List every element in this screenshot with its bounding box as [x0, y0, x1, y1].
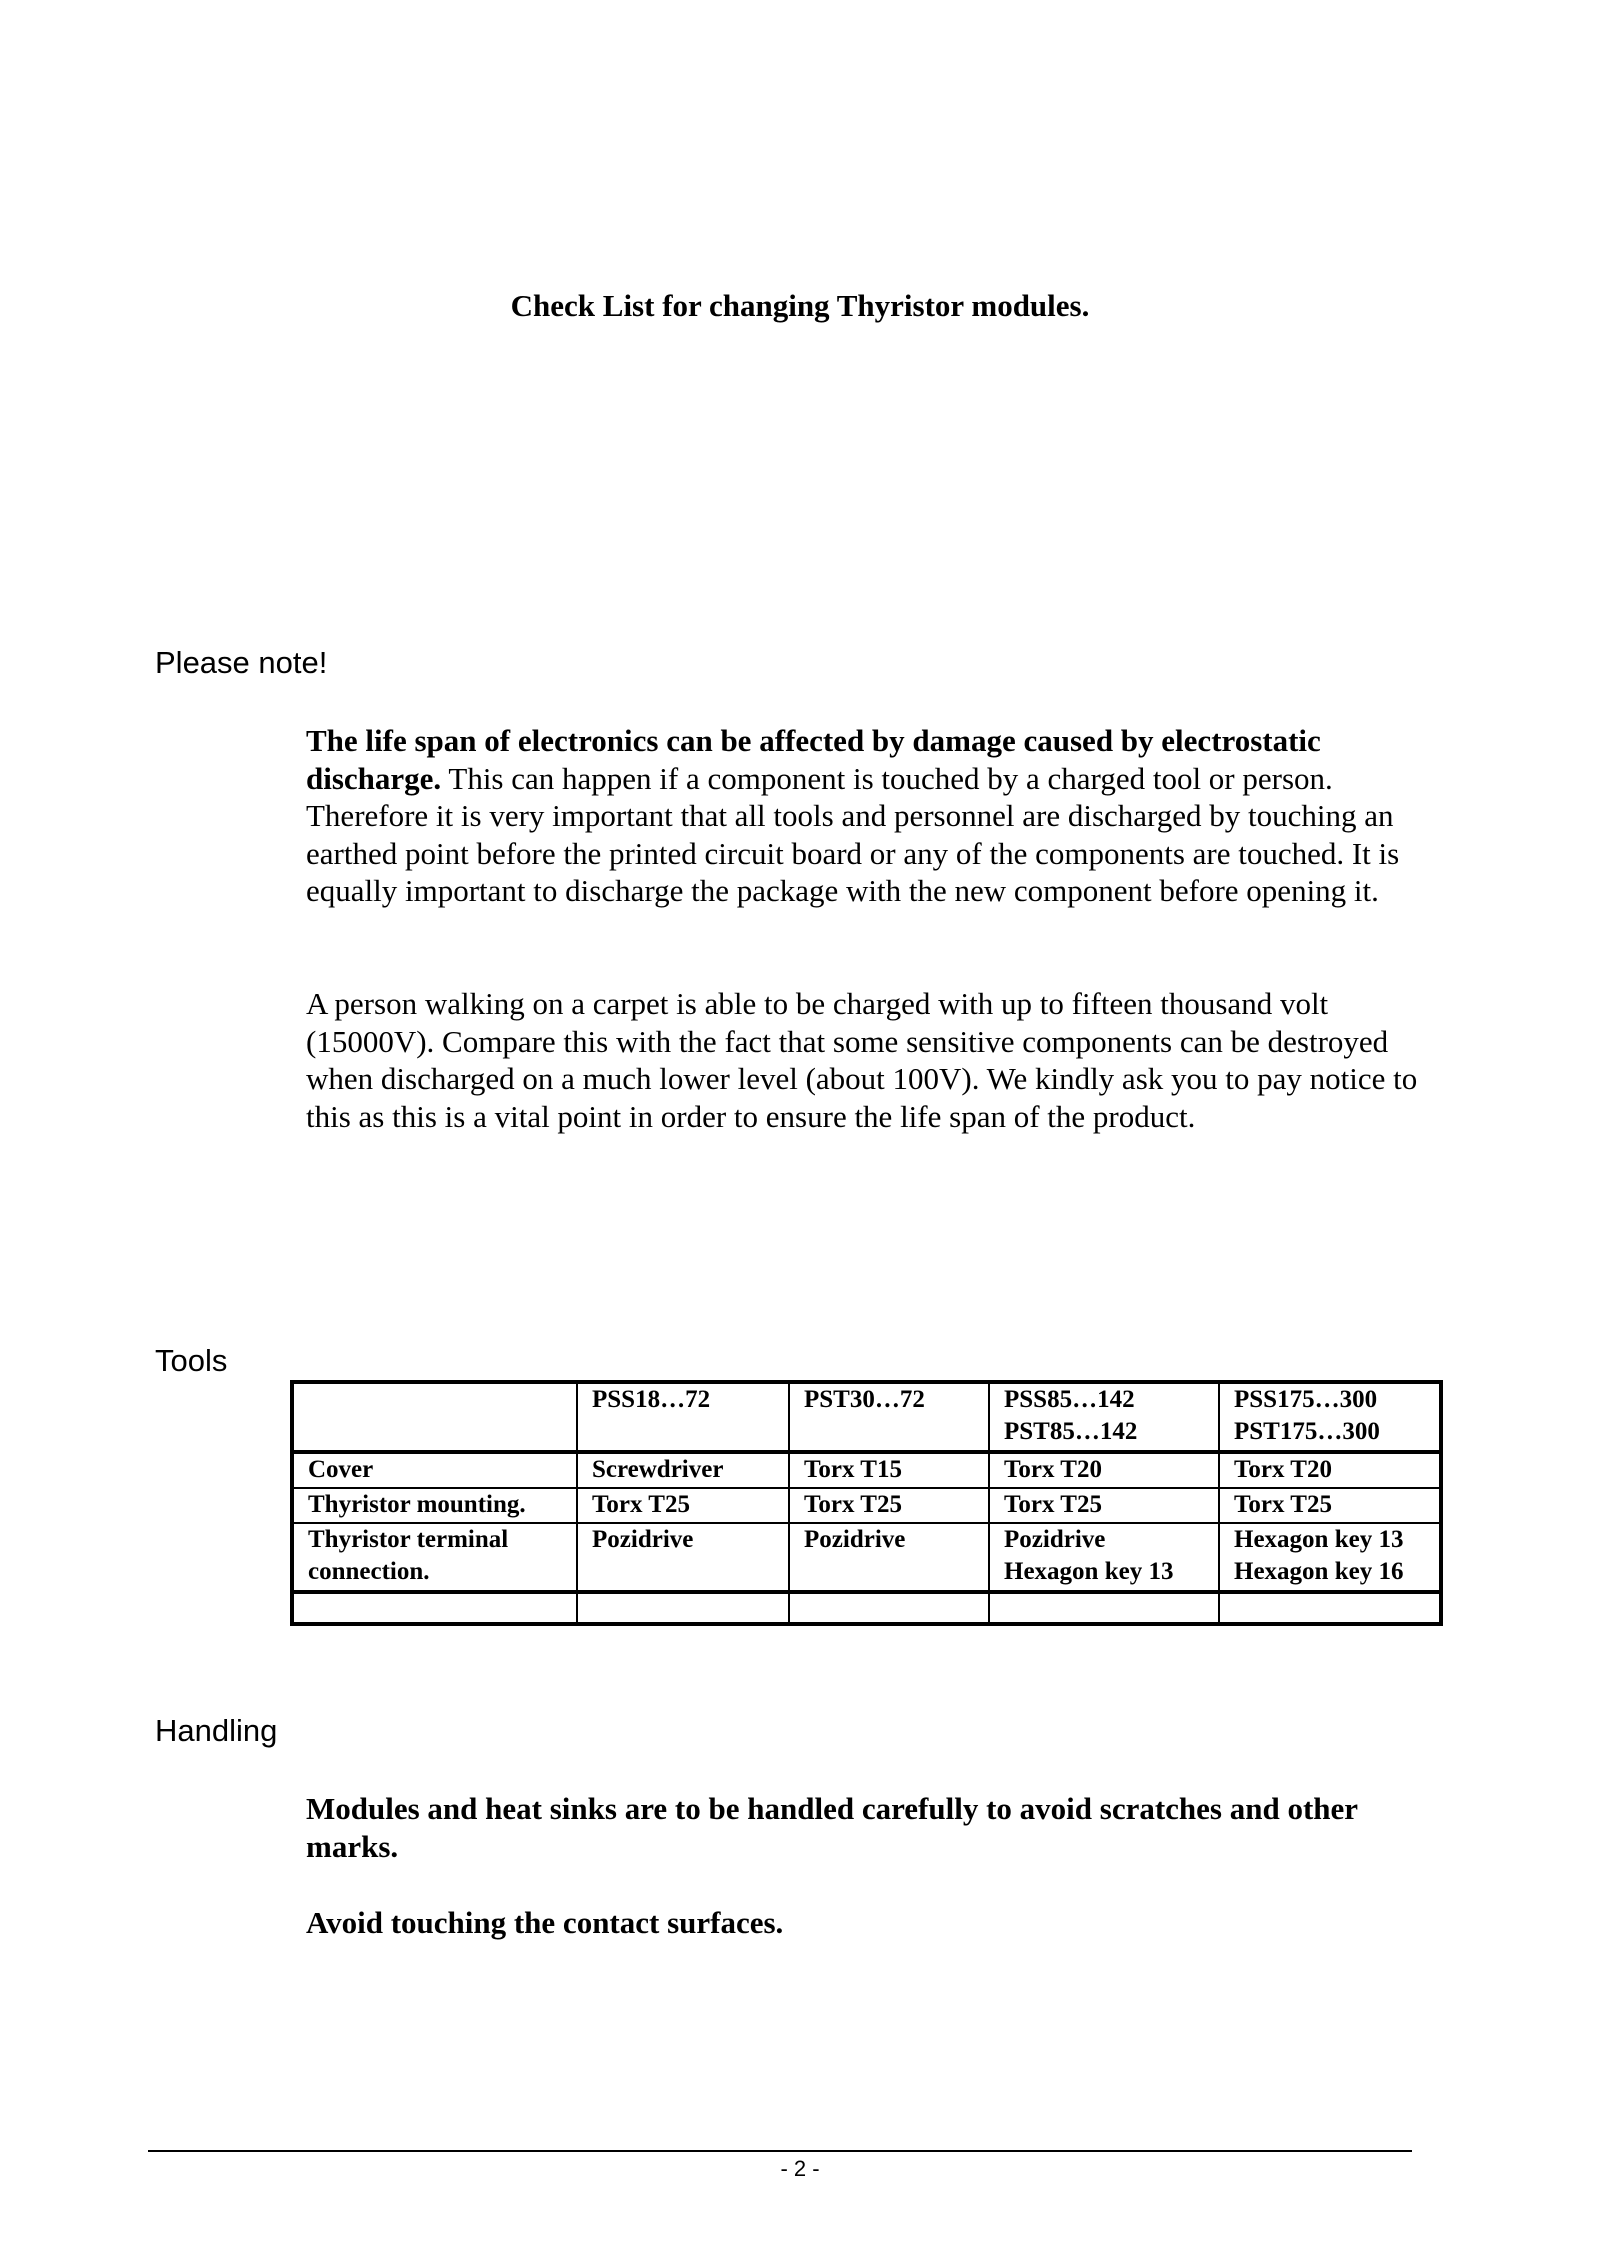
table-cell: Torx T15 [789, 1452, 989, 1488]
table-cell: Pozidrive Hexagon key 13 [989, 1523, 1219, 1592]
table-row-empty [292, 1592, 1441, 1624]
table-cell [789, 1592, 989, 1624]
table-cell [1219, 1592, 1441, 1624]
table-cell: Torx T25 [1219, 1488, 1441, 1523]
contact-surfaces-paragraph: Avoid touching the contact surfaces. [306, 1905, 784, 1940]
tools-table [290, 1380, 1443, 1626]
table-header-cell: PST30…72 [789, 1382, 989, 1452]
table-cell: Torx T20 [989, 1452, 1219, 1488]
table-cell: Torx T20 [1219, 1452, 1441, 1488]
tools-heading: Tools [155, 1343, 228, 1378]
page-title: Check List for changing Thyristor modules. [510, 288, 1090, 323]
table-cell: Torx T25 [789, 1488, 989, 1523]
table-header-cell: PSS175…300 PST175…300 [1219, 1382, 1441, 1452]
table-cell: Pozidrive [577, 1523, 789, 1592]
row-label: Cover [292, 1452, 577, 1488]
table-cell [577, 1592, 789, 1624]
table-cell [989, 1592, 1219, 1624]
table-cell: Hexagon key 13 Hexagon key 16 [1219, 1523, 1441, 1592]
page-number: - 2 - [780, 2156, 820, 2181]
table-header-cell: PSS18…72 [577, 1382, 789, 1452]
handling-paragraph: Modules and heat sinks are to be handled carefully to avoid scratches and other marks. [306, 1791, 1358, 1864]
table-cell: Pozidrive [789, 1523, 989, 1592]
row-label: Thyristor mounting. [292, 1488, 577, 1523]
carpet-charge-paragraph: A person walking on a carpet is able to be charged with up to fifteen thousand volt (15000V). Compare this with the fact that some sensitive components can be destroyed when discharged on a much lower level (about 100V). We kindly ask you to pay notice to this as this is a vital point in order to ensure the life span of the product. [306, 986, 1418, 1134]
table-row [292, 1452, 1441, 1488]
please-note-heading: Please note! [155, 645, 328, 680]
table-cell: Torx T25 [577, 1488, 789, 1523]
esd-warning-paragraph [306, 722, 1436, 910]
table-header-cell: PSS85…142 PST85…142 [989, 1382, 1219, 1452]
esd-warning-text: This can happen if a component is touched by a charged tool or person. Therefore it is very important that all tools and personnel are discharged by touching an earthed point before the printed circuit board or any of the components are touched. It is equally important to discharge the package with the new component before opening it. [306, 760, 1400, 908]
table-cell [292, 1592, 577, 1624]
footer-divider [148, 2150, 1412, 2152]
table-header-row [292, 1382, 1441, 1452]
esd-warning-bold: The life span of electronics can be affected by damage caused by electrostatic discharge. [306, 723, 1321, 796]
table-cell: Screwdriver [577, 1452, 789, 1488]
table-row [292, 1488, 1441, 1523]
table-row [292, 1523, 1441, 1592]
handling-heading: Handling [155, 1713, 278, 1748]
table-header-cell [292, 1382, 577, 1452]
row-label: Thyristor terminal connection. [292, 1523, 577, 1592]
table-cell: Torx T25 [989, 1488, 1219, 1523]
